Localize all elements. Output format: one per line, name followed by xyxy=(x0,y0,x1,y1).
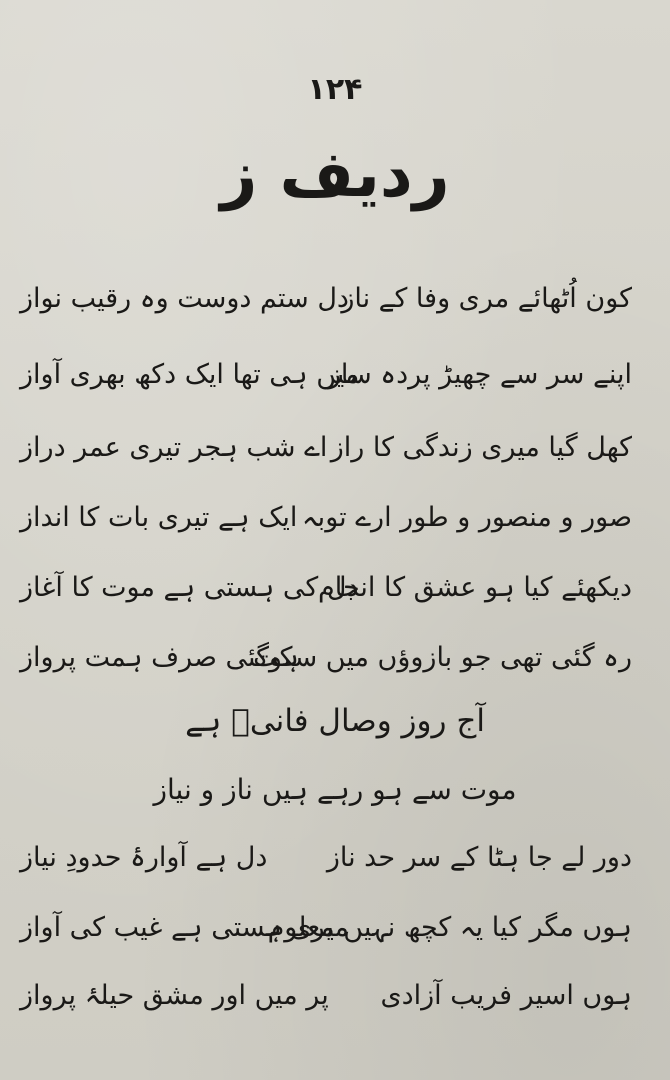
couplet-first-line: ہوں مگر کیا یہ کچھ نہیں معلوم xyxy=(267,912,632,943)
couplet-first-line: ہوں اسیر فریب آزادی xyxy=(380,980,632,1011)
couplet-second-line: دل ہے آوارۂ حدودِ نیاز xyxy=(20,842,268,873)
couplet-row xyxy=(12,420,652,476)
couplet-first-line: صور و منصور و طور ارے توبہ xyxy=(301,502,632,533)
couplet-first-line: کون اُٹھائے مری وفا کے ناز xyxy=(341,283,632,314)
couplet-first-line: کھل گیا میری زندگی کا راز xyxy=(330,432,632,463)
couplet-row xyxy=(12,968,652,1024)
couplet-row xyxy=(12,830,652,886)
couplet-row xyxy=(12,490,652,546)
couplet-first-line: اپنے سر سے چھیڑ پردہ ساز xyxy=(327,359,632,390)
maqta-first-line: آج روز وصال فانیؔ ہے xyxy=(185,703,485,739)
radif-heading: ردیف ز xyxy=(220,138,450,212)
couplet-second-line: اے شب ہجر تیری عمر دراز xyxy=(20,432,328,463)
couplet-second-line: پر میں اور مشق حیلۂ پرواز xyxy=(20,980,329,1011)
couplet-second-line: دل کی ہستی ہے موت کا آغاز xyxy=(20,572,359,603)
couplet-second-line: ایک ہے تیری بات کا انداز xyxy=(20,502,298,533)
couplet-second-line: میں ہی تھا ایک دکھ بھری آواز xyxy=(20,359,360,390)
couplet-first-line: دور لے جا ہٹا کے سر حد ناز xyxy=(326,842,632,873)
couplet-row xyxy=(12,271,652,327)
couplet-row xyxy=(12,900,652,956)
couplet-row xyxy=(12,630,652,686)
couplet-second-line: ہوگئی صرف ہمت پرواز xyxy=(20,642,299,673)
couplet-first-line: دیکھئے کیا ہو عشق کا انجام xyxy=(318,572,632,603)
maqta-second-line: موت سے ہو رہے ہیں ناز و نیاز xyxy=(153,773,517,806)
couplet-first-line: رہ گئی تھی جو بازوؤں میں سکت xyxy=(253,642,632,673)
couplet-second-line: دل ستم دوست وہ رقیب نواز xyxy=(20,283,349,314)
couplet-second-line: میری ہستی ہے غیب کی آواز xyxy=(20,912,349,943)
couplet-row xyxy=(12,347,652,403)
couplet-row xyxy=(12,560,652,616)
page-number: ۱۲۴ xyxy=(307,72,363,107)
